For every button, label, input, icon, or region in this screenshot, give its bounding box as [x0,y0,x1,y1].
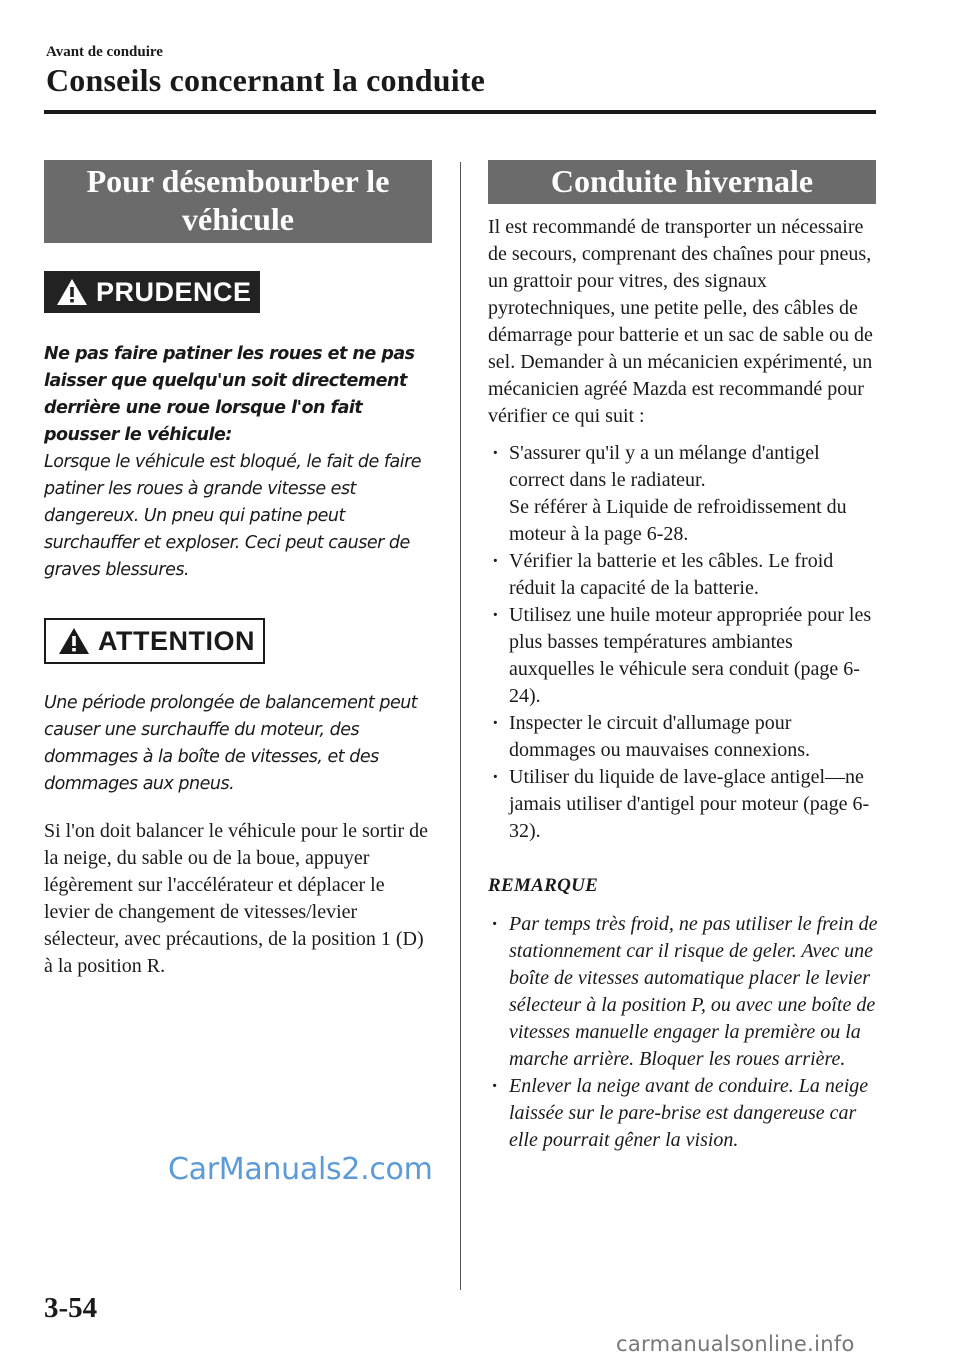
remarque-label: REMARQUE [488,875,599,896]
caution-body-text: Lorsque le véhicule est bloqué, le fait de faire patiner les roues à grande vitesse est dangereux. Un pneu qui patine peut surchauffer et exploser. Ceci peut causer de graves blessures. [44,452,422,580]
hivernale-intro: Il est recommandé de transporter un nécessaire de secours, comprenant des chaînes pour pneus, un grattoir pour vitres, des signaux pyrotechniques, une petite pelle, des câbles de démarrage pour batterie et un sac de sable ou de sel. Demander à un mécanicien expérimenté, un mécanicien agréé Mazda est recommandé pour vérifier ce qui suit : [488,216,873,427]
caution-text [44,341,432,584]
list-item [488,602,880,710]
list-item-text: S'assurer qu'il y a un mélange d'antigel correct dans le radiateur. [509,442,820,491]
left-column [44,160,432,980]
warning-triangle-icon [58,627,90,655]
attention-badge [44,618,265,664]
list-item-text: Utiliser du liquide de lave-glace antigel—ne jamais utiliser d'antigel pour moteur (page 6-32). [509,766,870,842]
column-divider [460,162,461,1290]
header-rule [44,110,876,114]
list-item-text: Enlever la neige avant de conduire. La neige laissée sur le pare-brise est dangereuse car elle pourrait gêner la vision. [509,1075,869,1151]
list-item [488,548,880,602]
caution-label: PRUDENCE [96,276,252,307]
list-item [488,440,880,548]
caution-bold-text: Ne pas faire patiner les roues et ne pas laisser que quelqu'un soit directement derrière une roue lorsque l'on fait pousser le véhicule: [44,344,415,445]
desembourber-body: Si l'on doit balancer le véhicule pour le sortir de la neige, du sable ou de la boue, appuyer légèrement sur l'accélérateur et déplacer le levier de changement de vitesses/levier sélecteur, avec précautions, de la position 1 (D) à la position R. [44,820,429,977]
page-title: Conseils concernant la conduite [46,62,486,98]
list-item [488,764,880,845]
attention-block [44,618,432,798]
remarque-list [488,911,880,1154]
caution-block [44,271,432,584]
list-item-subtext: Se référer à Liquide de refroidissement du moteur à la page 6-28. [509,496,847,545]
page-number: 3-54 [44,1292,98,1324]
list-item [488,710,880,764]
list-item [488,1073,880,1154]
list-item-text: Vérifier la batterie et les câbles. Le froid réduit la capacité de la batterie. [509,550,834,599]
attention-text: Une période prolongée de balancement peut causer une surchauffe du moteur, des dommages à la boîte de vitesses, et des dommages aux pneus. [44,693,418,794]
attention-label: ATTENTION [98,625,255,656]
checks-list [488,440,880,845]
warning-triangle-icon [56,278,88,306]
caution-badge [44,271,260,313]
section-heading-desembourber: Pour désembourber le véhicule [44,160,432,243]
section-label: Avant de conduire [46,44,163,60]
list-item [488,911,880,1073]
watermark-text: CarManuals2.com [168,1152,433,1187]
list-item-text: Inspecter le circuit d'allumage pour dommages ou mauvaises connexions. [509,712,811,761]
list-item-text: Par temps très froid, ne pas utiliser le frein de stationnement car il risque de geler. Avec une boîte de vitesses automatique placer le levier sélecteur à la position P, ou avec une boîte de vitesses manuelle engager la première ou la marche arrière. Bloquer les roues arrière. [509,913,878,1070]
right-column [488,160,880,1154]
footer-watermark: carmanualsonline.info [616,1332,855,1356]
section-heading-hivernale: Conduite hivernale [488,160,876,204]
list-item-text: Utilisez une huile moteur appropriée pour les plus basses températures ambiantes auxquelles le véhicule sera conduit (page 6-24). [509,604,872,707]
